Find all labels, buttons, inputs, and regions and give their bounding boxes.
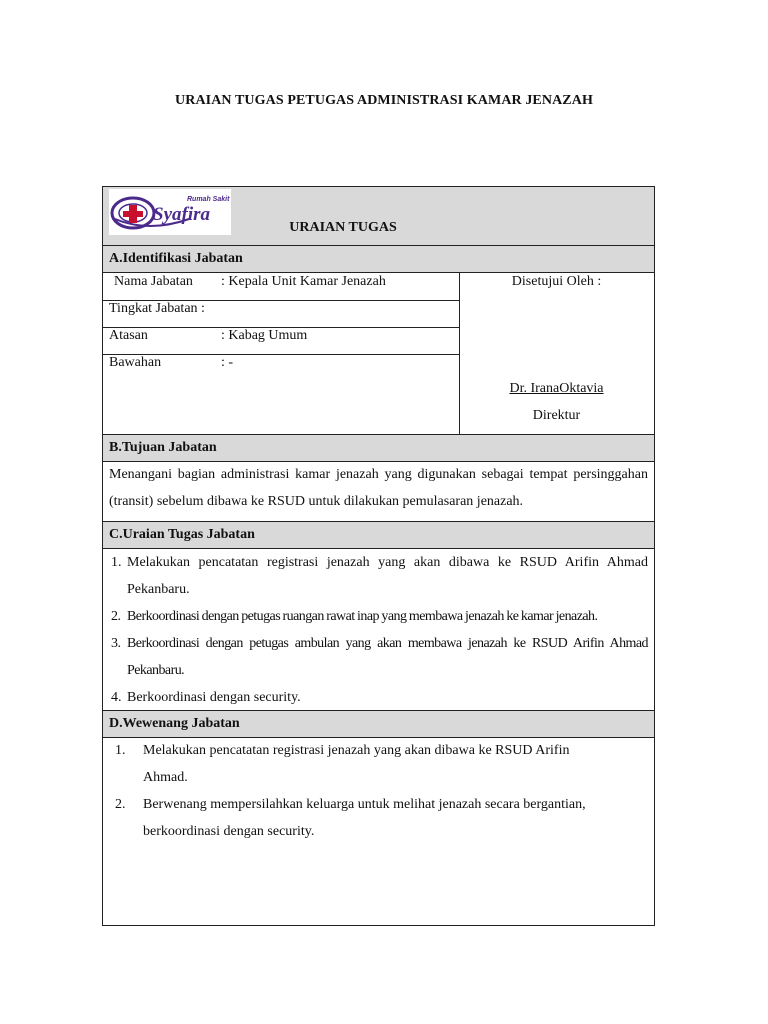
- authority-list: [103, 737, 602, 845]
- section-b-body: [103, 461, 654, 521]
- list-item: 3. Berkoordinasi dengan petugas ambulan yang akan membawa jenazah ke RSUD Arifin Ahmad Pekanbaru.: [111, 636, 648, 678]
- task-list: [103, 549, 648, 711]
- tingkat-jabatan-field: [109, 300, 205, 318]
- bawahan-label: Bawahan: [109, 355, 162, 370]
- list-item: 2. Berwenang mempersilahkan keluarga untuk melihat jenazah secara bergantian, berkoordinasi dengan security.: [115, 797, 586, 839]
- section-c-heading: C.Uraian Tugas Jabatan: [103, 521, 654, 549]
- bawahan-value: : -: [221, 355, 234, 370]
- atasan-label: Atasan: [109, 328, 148, 343]
- list-item: 1. Melakukan pencatatan registrasi jenazah yang akan dibawa ke RSUD Arifin Ahmad.: [115, 743, 570, 785]
- logo-small-text: Rumah Sakit: [187, 196, 230, 203]
- purpose-text: Menangani bagian administrasi kamar jenazah yang digunakan sebagai tempat persinggahan (transit) sebelum dibawa ke RSUD untuk dilakukan pemulasaran jenazah.: [109, 467, 648, 509]
- list-item: 1. Melakukan pencatatan registrasi jenazah yang akan dibawa ke RSUD Arifin Ahmad Pekanbaru.: [111, 555, 648, 597]
- form-header-title: URAIAN TUGAS: [289, 220, 397, 235]
- logo-brand-text: Syafira: [153, 204, 210, 225]
- section-b-heading: B.Tujuan Jabatan: [103, 434, 654, 462]
- approver-name: Dr. IranaOktavia: [509, 381, 604, 396]
- section-d-body: [103, 737, 654, 923]
- nama-jabatan-label: Nama Jabatan: [114, 274, 193, 289]
- section-c-body: [103, 549, 654, 711]
- atasan-field: [109, 327, 308, 345]
- section-a-heading: A.Identifikasi Jabatan: [103, 245, 654, 273]
- identification-body: [103, 273, 654, 435]
- bawahan-field: [109, 354, 234, 372]
- approved-by-label: Disetujui Oleh :: [511, 274, 602, 289]
- list-item: 4. Berkoordinasi dengan security.: [111, 690, 301, 705]
- document-title: URAIAN TUGAS PETUGAS ADMINISTRASI KAMAR JENAZAH: [175, 93, 593, 108]
- tingkat-jabatan-label: Tingkat Jabatan :: [109, 301, 205, 316]
- atasan-value: : Kabag Umum: [221, 328, 308, 343]
- section-d-heading: D.Wewenang Jabatan: [103, 710, 654, 738]
- nama-jabatan-value: : Kepala Unit Kamar Jenazah: [221, 274, 386, 289]
- form-header: [103, 187, 654, 246]
- nama-jabatan-field: [114, 273, 386, 291]
- approver-title: Direktur: [532, 408, 581, 423]
- list-item: 2. Berkoordinasi dengan petugas ruangan rawat inap yang membawa jenazah ke kamar jenazah.: [111, 609, 598, 624]
- job-description-form: [102, 186, 655, 926]
